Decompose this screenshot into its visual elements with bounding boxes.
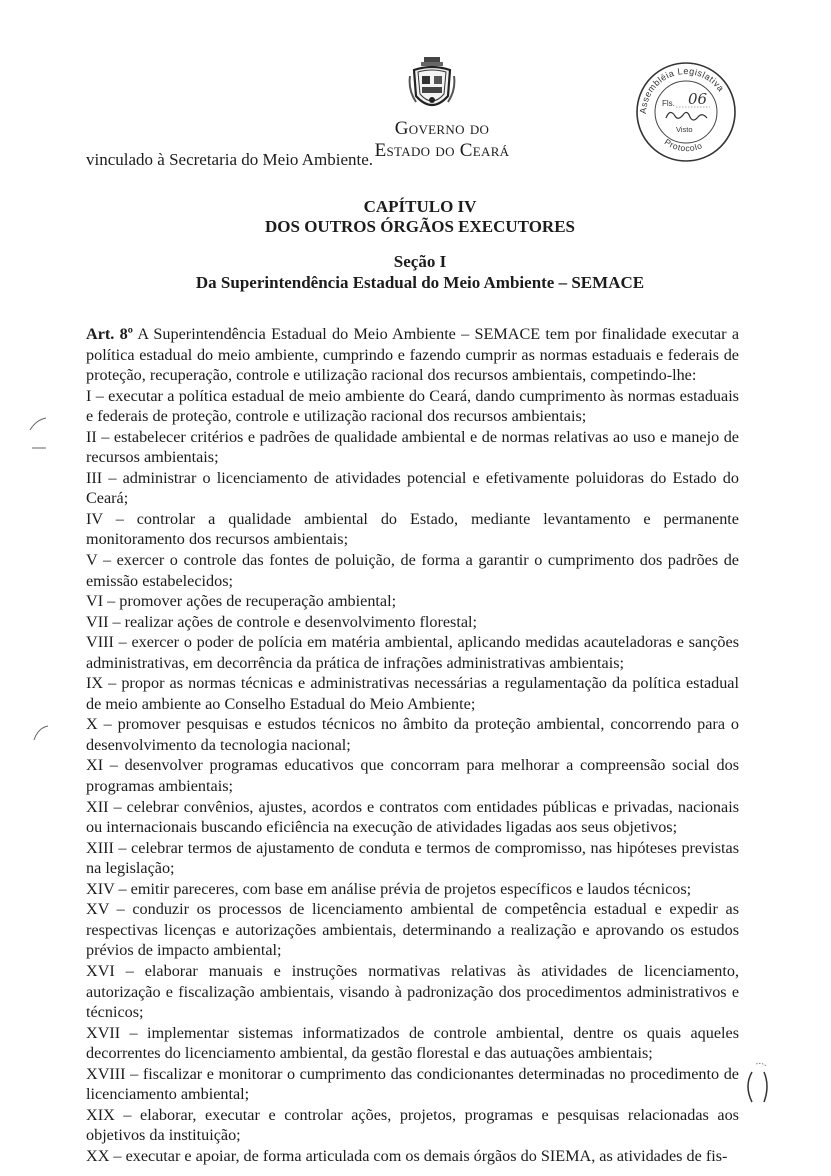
list-item: II – estabelecer critérios e padrões de qualidade ambiental e de normas relativas ao uso e manejo de recursos ambientais; [86,427,739,467]
list-item: IV – controlar a qualidade ambiental do Estado, mediante levantamento e permanente monitoramento dos recursos ambientais; [86,509,739,549]
continuation-text: vinculado à Secretaria do Meio Ambiente. [86,150,374,169]
gov-line-2: Estado do Ceará [374,140,510,161]
protocol-stamp-icon [632,58,740,166]
list-item: X – promover pesquisas e estudos técnicos no âmbito da proteção ambiental, concorrendo para o desenvolvimento da tecnologia nacional; [86,715,739,754]
section-subtitle: Da Superintendência Estadual do Meio Ambiente – SEMACE [195,273,645,292]
chapter-title: CAPÍTULO IV [363,197,477,216]
list-item: XX – executar e apoiar, de forma articulada com os demais órgãos do SIEMA, as atividades de fis- [86,1146,728,1165]
government-name [362,118,522,162]
article-paragraph [86,324,739,386]
list-item: IX – propor as normas técnicas e administrativas necessárias a regulamentação da política estadual de meio ambiente ao Conselho Estadual do Meio Ambiente; [86,674,739,713]
list-item: XVIII – fiscalizar e monitorar o cumprimento das condicionantes determinadas no procedimento de licenciamento ambiental; [86,1064,739,1104]
stamp-fls-label: Fls. [662,99,675,108]
stamp-fls-value: 06 [688,90,708,108]
stamp-visto-label: Visto [676,125,693,134]
list-item: XIII – celebrar termos de ajustamento de conduta e termos de compromisso, nas hipóteses previstas na legislação; [86,838,739,878]
list-item: XIX – elaborar, executar e controlar ações, projetos, programas e pesquisas relacionadas aos objetivos da instituição; [86,1105,739,1145]
list-item: XV – conduzir os processos de licenciamento ambiental de competência estadual e expedir as respectivas licenças e autorizações ambientais, determinando a realização e aprovando os estudos prévios de impacto ambiental; [86,900,739,960]
list-item: XIV – emitir pareceres, com base em análise prévia de projetos específicos e laudos técnicos; [86,879,692,898]
list-item: VIII – exercer o poder de polícia em matéria ambiental, aplicando medidas acauteladoras e sanções administrativas, em decorrência da prática de infrações administrativas ambientais; [86,633,739,672]
list-item: XI – desenvolver programas educativos que concorram para melhorar a compreensão social dos programas ambientais; [86,756,739,796]
margin-mark-icon [28,414,48,454]
list-item: VII – realizar ações de controle e desenvolvimento florestal; [86,612,478,631]
article-text: A Superintendência Estadual do Meio Ambiente – SEMACE tem por finalidade executar a política estadual do meio ambiente, cumprindo e fazendo cumprir as normas estaduais e federais de proteção, recuperação, controle e utilização racional dos recursos ambientais, competindo-lhe: [86,325,739,385]
list-item: XII – celebrar convênios, ajustes, acordos e contratos com entidades públicas e privadas, nacionais ou internacionais buscando eficiência na execução de atividades ligadas aos seus objetivos; [86,797,739,837]
stamp-arc-top: Assembléia Legislativa [637,65,727,115]
list-item: VI – promover ações de recuperação ambiental; [86,592,397,611]
stamp-arc-bottom: Protocolo [662,136,704,154]
list-item: XVII – implementar sistemas informatizados de controle ambiental, dentre os quais aqueles decorrentes do licenciamento ambiental, da gestão florestal e das autuações ambientais; [86,1023,739,1063]
svg-text:Protocolo [663,137,704,154]
corner-bracket-icon [740,1062,780,1110]
section-title: Seção I [393,252,447,271]
gov-line-1: Governo do [394,118,490,139]
coat-of-arms-icon [408,56,456,118]
list-item: XVI – elaborar manuais e instruções normativas relativas às atividades de licenciamento, autorização e fiscalização ambientais, visando à padronização dos procedimentos administrativos e técnicos; [86,961,739,1022]
list-item: I – executar a política estadual de meio ambiente do Ceará, dando cumprimento às normas estaduais e federais de proteção, controle e utilização racional dos recursos ambientais; [86,386,739,426]
article-body [86,324,739,1166]
list-item: III – administrar o licenciamento de atividades potencial e efetivamente poluidoras do Estado do Ceará; [86,468,739,508]
list-item: V – exercer o controle das fontes de poluição, de forma a garantir o cumprimento dos padrões de emissão estabelecidos; [86,551,739,590]
article-label: Art. 8º [86,325,134,343]
margin-mark-icon [30,722,50,746]
chapter-subtitle: DOS OUTROS ÓRGÃOS EXECUTORES [264,217,575,236]
